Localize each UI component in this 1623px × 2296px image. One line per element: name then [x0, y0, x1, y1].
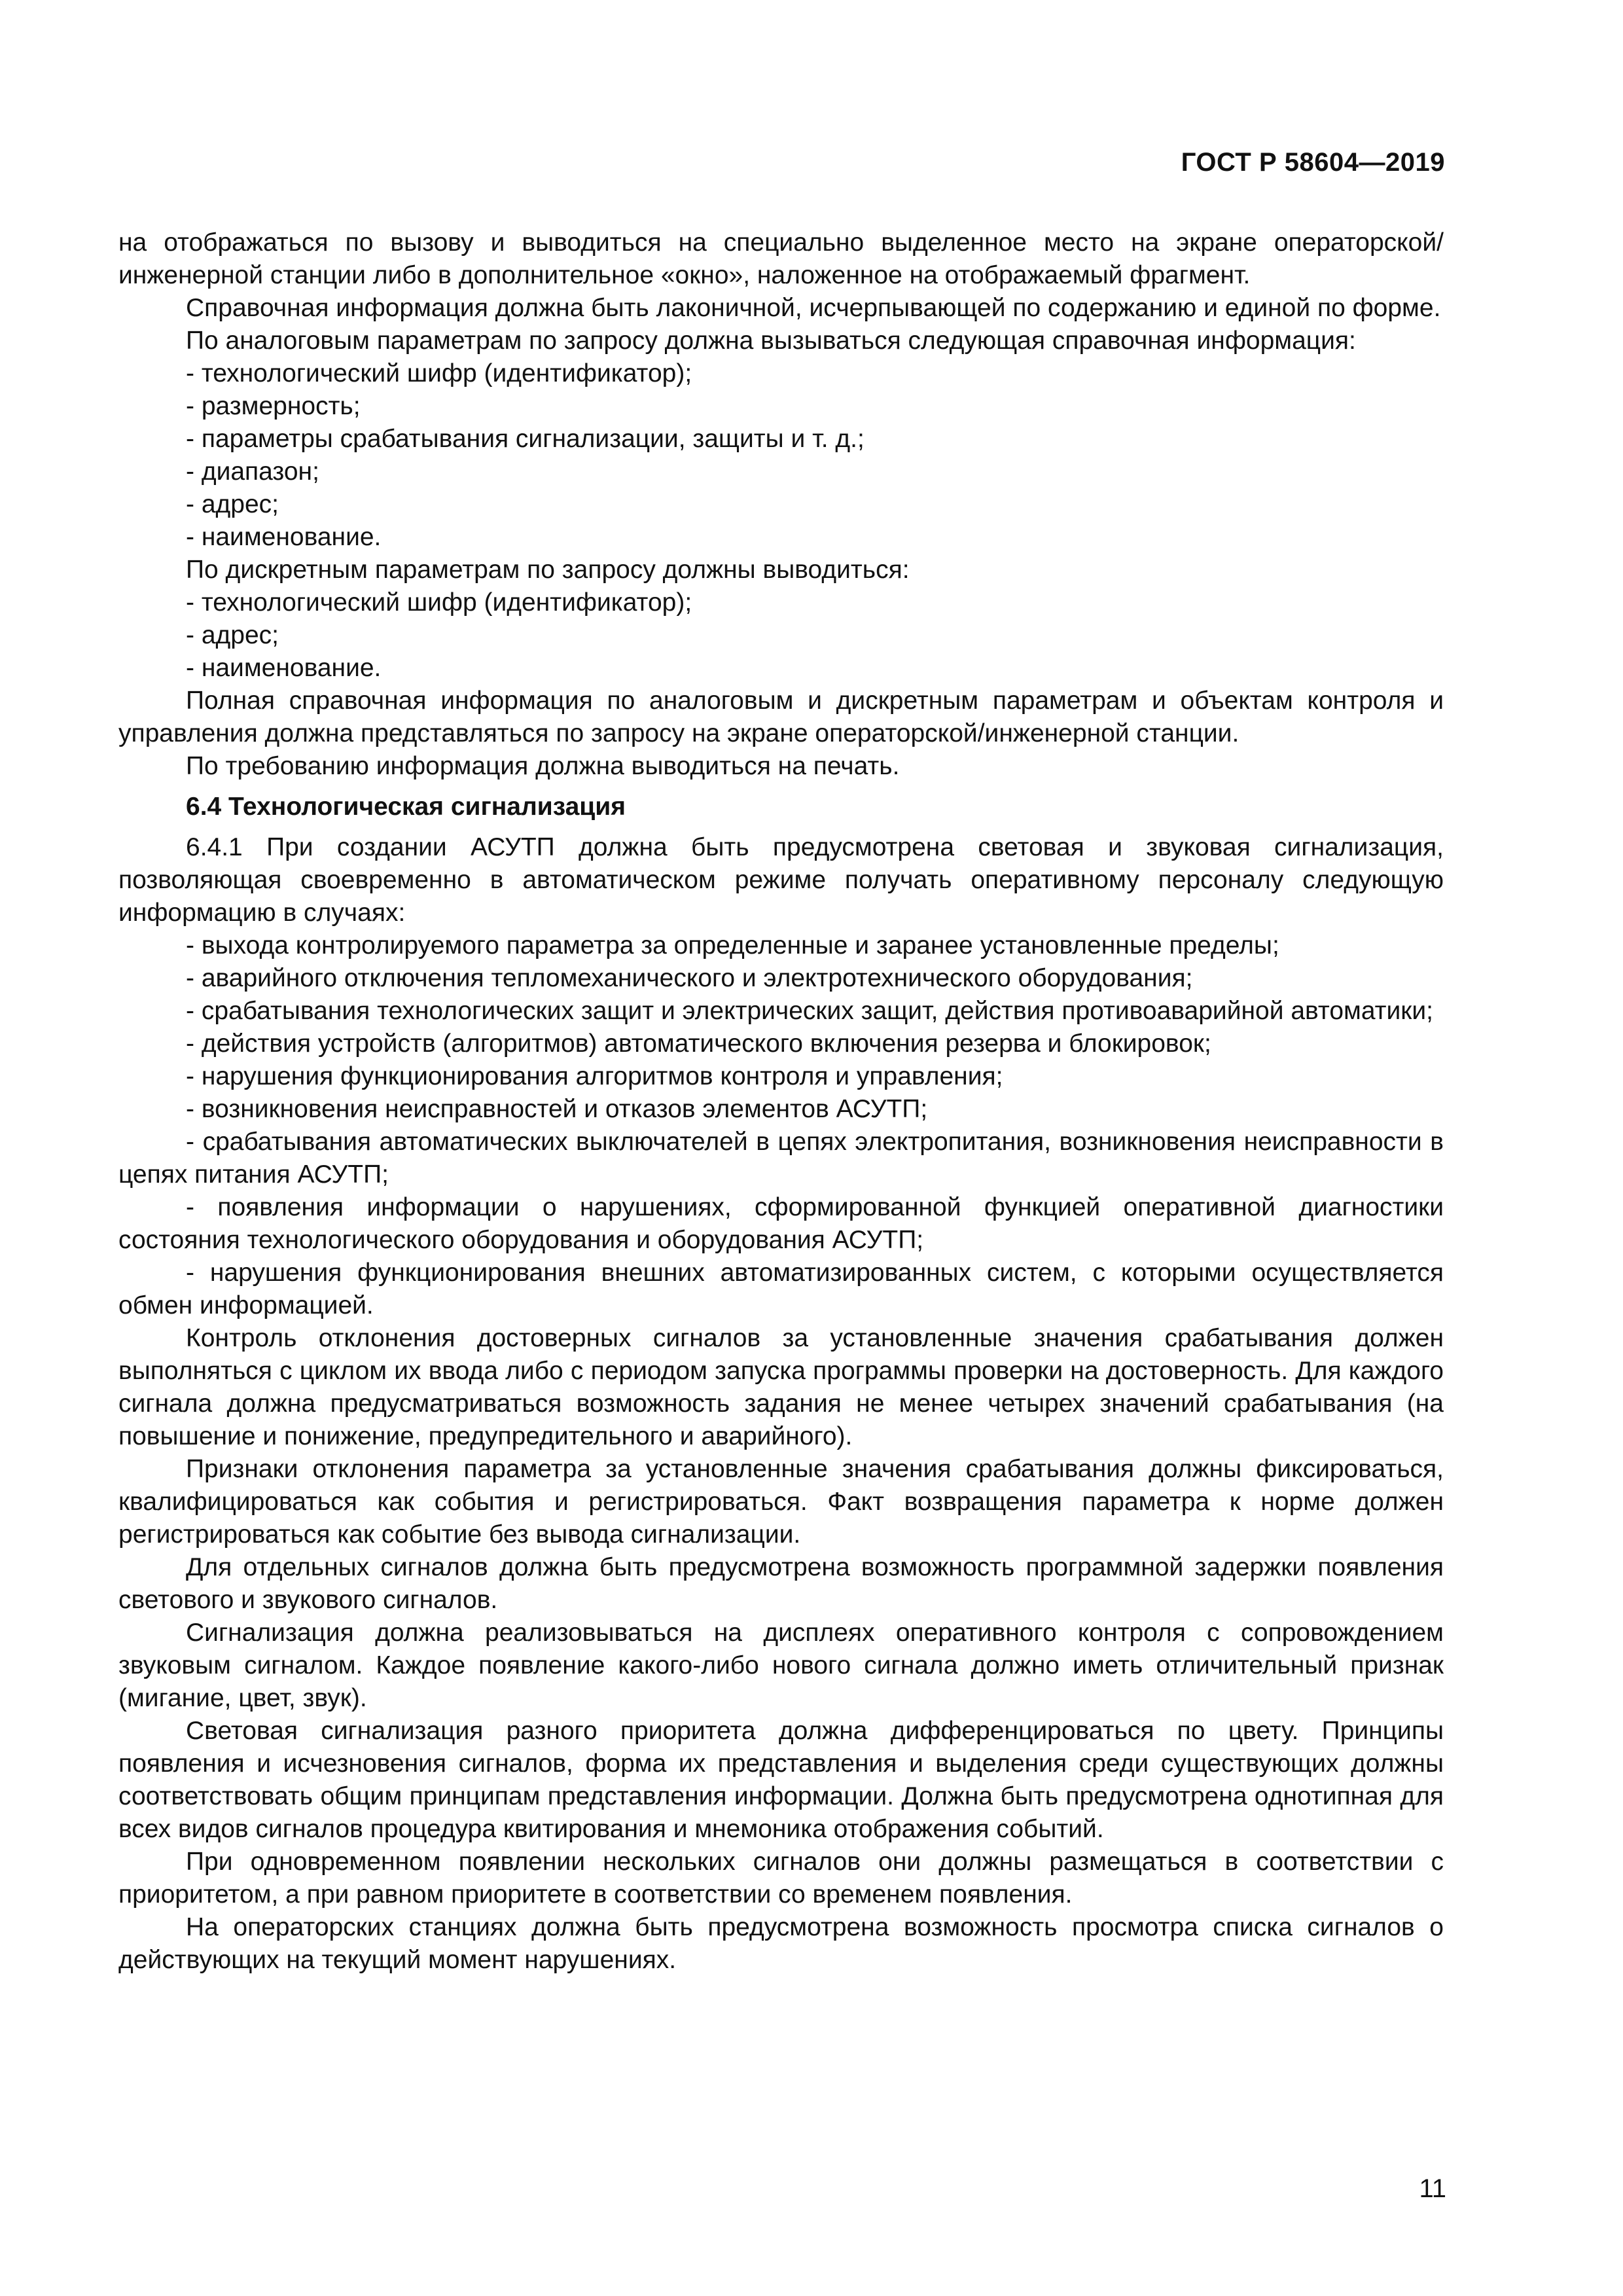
- list-item-alarm: - появления информации о нарушениях, сформированной функцией оперативной диагностики состояния технологического оборудования и оборудования АСУТП;: [118, 1193, 1444, 1254]
- paragraph-display-alarm: Сигнализация должна реализовываться на дисплеях оперативного контроля с сопровождением звуковым сигналом. Каждое появление какого-либо нового сигнала должно иметь отличительный признак (мигание, цвет, звук).: [118, 1619, 1444, 1712]
- paragraph-light-priority: Световая сигнализация разного приоритета должна дифференцироваться по цвету. Принципы появления и исчезновения сигналов, форма их представления и выделения среди существующих должны соответствовать общим принципам представления информации. Должна быть предусмотрена однотипная для всех видов сигналов процедура квитирования и мнемоника отображения событий.: [118, 1717, 1444, 1843]
- paragraph-signal-control: Контроль отклонения достоверных сигналов за установленные значения срабатывания должен выполняться с циклом их ввода либо с периодом запуска программы проверки на достоверность. Для каждого сигнала должна предусматриваться возможность задания не менее четырех значений срабатывания (на повышение и понижение, предупредительного и аварийного).: [118, 1324, 1444, 1450]
- paragraph-deviation-signs: Признаки отклонения параметра за установленные значения срабатывания должны фиксироваться, квалифицироваться как события и регистрироваться. Факт возвращения параметра к норме должен регистрироваться как событие без вывода сигнализации.: [118, 1455, 1444, 1549]
- paragraph-analog-intro: По аналоговым параметрам по запросу должна вызываться следующая справочная информация:: [186, 327, 1356, 355]
- paragraph-full-reference: Полная справочная информация по аналоговым и дискретным параметрам и объектам контроля и управления должна представляться по запросу на экране операторской/инженерной станции.: [118, 687, 1444, 747]
- paragraph-6-4-1: 6.4.1 При создании АСУТП должна быть предусмотрена световая и звуковая сигнализация, позволяющая своевременно в автоматическом режиме получать оперативному персоналу следующую информацию в случаях:: [118, 833, 1444, 927]
- list-item-alarm: - возникновения неисправностей и отказов элементов АСУТП;: [186, 1095, 928, 1123]
- list-item-alarm: - срабатывания автоматических выключателей в цепях электропитания, возникновения неисправности в цепях питания АСУТП;: [118, 1128, 1444, 1189]
- list-item-alarm: - нарушения функционирования внешних автоматизированных систем, с которыми осуществляется обмен информацией.: [118, 1259, 1444, 1319]
- section-heading: 6.4 Технологическая сигнализация: [186, 793, 626, 821]
- list-item-discrete: - адрес;: [186, 621, 279, 649]
- list-item-discrete: - наименование.: [186, 654, 382, 682]
- paragraph-signal-delay: Для отдельных сигналов должна быть предусмотрена возможность программной задержки появления светового и звукового сигналов.: [118, 1553, 1444, 1614]
- list-item-alarm: - нарушения функционирования алгоритмов контроля и управления;: [186, 1062, 1003, 1090]
- list-item-discrete: - технологический шифр (идентификатор);: [186, 588, 692, 617]
- list-item-analog: - диапазон;: [186, 457, 319, 486]
- list-item-alarm: - аварийного отключения тепломеханического и электротехнического оборудования;: [186, 964, 1193, 992]
- paragraph-simultaneous-signals: При одновременном появлении нескольких сигналов они должны размещаться в соответствии с приоритетом, а при равном приоритете в соответствии со временем появления.: [118, 1848, 1444, 1909]
- paragraph-reference-info: Справочная информация должна быть лаконичной, исчерпывающей по содержанию и единой по форме.: [186, 294, 1441, 322]
- list-item-analog: - технологический шифр (идентификатор);: [186, 359, 692, 387]
- list-item-analog: - наименование.: [186, 523, 382, 551]
- list-item-alarm: - выхода контролируемого параметра за определенные и заранее установленные пределы;: [186, 931, 1279, 960]
- paragraph-discrete-intro: По дискретным параметрам по запросу должны выводиться:: [186, 556, 910, 584]
- list-item-alarm: - срабатывания технологических защит и электрических защит, действия противоаварийной автоматики;: [186, 997, 1433, 1025]
- paragraph-signal-list: На операторских станциях должна быть предусмотрена возможность просмотра списка сигналов о действующих на текущий момент нарушениях.: [118, 1913, 1444, 1974]
- list-item-alarm: - действия устройств (алгоритмов) автоматического включения резерва и блокировок;: [186, 1030, 1211, 1058]
- list-item-analog: - размерность;: [186, 392, 361, 420]
- paragraph-print: По требованию информация должна выводиться на печать.: [186, 752, 900, 780]
- list-item-analog: - адрес;: [186, 490, 279, 518]
- paragraph-continuation: на отображаться по вызову и выводиться на специально выделенное место на экране операторской/инженерной станции либо в дополнительное «окно», наложенное на отображаемый фрагмент.: [118, 228, 1444, 289]
- list-item-analog: - параметры срабатывания сигнализации, защиты и т. д.;: [186, 425, 865, 453]
- document-code-header: ГОСТ Р 58604—2019: [1181, 148, 1445, 177]
- page-number: 11: [1419, 2174, 1446, 2203]
- document-body: [118, 226, 1444, 1977]
